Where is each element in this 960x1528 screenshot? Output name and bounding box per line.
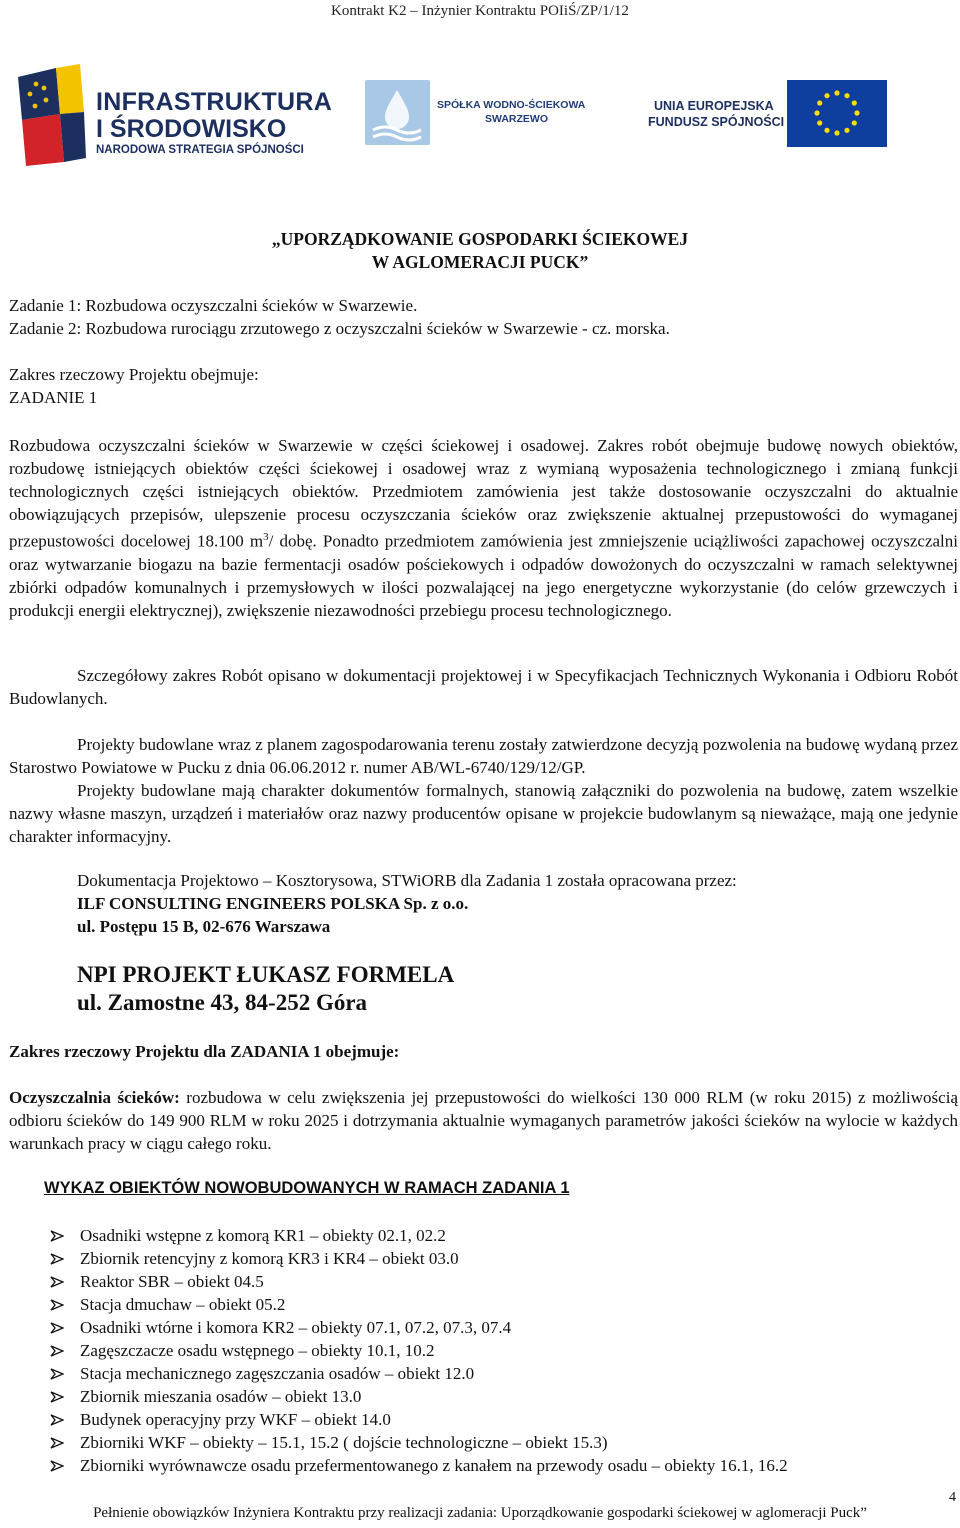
flag-logo-icon bbox=[8, 62, 88, 172]
oczyszczalnia-text: rozbudowa w celu zwiększenia jej przepustowości do wielkości 130 000 RLM (w roku 2015) z możliwością odbioru ścieków do 149 900 RLM w roku 2025 i dotrzymania aktualnie wymaganych parametrów jakości ścieków na wylocie w każdych warunkach pracy w ciągu całego roku. bbox=[9, 1088, 958, 1153]
scope-text-b: / dobę. Ponadto przedmiotem zamówienia jest zmniejszenie uciążliwości zapachowej oczyszczalni oraz wytwarzanie biogazu na bazie fermentacji osadów pościekowych i odpadów dowożonych do oczyszczalni w ramach selektywnej zbiórki odpadów komunalnych i przemysłowych w ilości pozwalającej na jego energetyczne wykorzystanie (do celów grzewczych i produkcji energii elektrycznej), zwiększenie niezawodności przebiegu procesu technologicznego. bbox=[9, 531, 958, 620]
list-item-text: Reaktor SBR – obiekt 04.5 bbox=[80, 1272, 264, 1291]
list-item-text: Zbiornik mieszania osadów – obiekt 13.0 bbox=[80, 1387, 362, 1406]
arrow-bullet-icon bbox=[50, 1230, 64, 1242]
list-item-text: Stacja mechanicznego zagęszczania osadów – obiekt 12.0 bbox=[80, 1364, 475, 1383]
spolka-logo bbox=[365, 80, 625, 150]
arrow-bullet-icon bbox=[50, 1253, 64, 1265]
list-item-text: Zbiornik retencyjny z komorą KR3 i KR4 – obiekt 03.0 bbox=[80, 1249, 459, 1268]
list-item-text: Zbiorniki WKF – obiekty – 15.1, 15.2 ( dojście technologiczne – obiekt 15.3) bbox=[80, 1433, 608, 1452]
logo-text-srodowisko: I ŚRODOWISKO bbox=[96, 115, 287, 143]
infrastruktura-logo bbox=[8, 62, 333, 172]
document-title bbox=[0, 228, 960, 274]
arrow-bullet-icon bbox=[50, 1322, 64, 1334]
scope-paragraph bbox=[9, 434, 958, 622]
cubic-superscript: 3 bbox=[263, 531, 269, 543]
logo-text-strategia: NARODOWA STRATEGIA SPÓJNOŚCI bbox=[96, 144, 304, 156]
arrow-bullet-icon bbox=[50, 1299, 64, 1311]
task-2: Zadanie 2: Rozbudowa rurociągu zrzutowego z oczyszczalni ścieków w Swarzewie - cz. morska. bbox=[9, 319, 670, 338]
oczyszczalnia-paragraph bbox=[9, 1086, 958, 1155]
logo-text-spolka: SPÓŁKA WODNO-ŚCIEKOWA bbox=[437, 99, 586, 111]
arrow-bullet-icon bbox=[50, 1368, 64, 1380]
arrow-bullet-icon bbox=[50, 1276, 64, 1288]
arrow-bullet-icon bbox=[50, 1414, 64, 1426]
eu-logo bbox=[648, 80, 893, 150]
address-1: ul. Postępu 15 B, 02-676 Warszawa bbox=[77, 917, 331, 936]
company-1: ILF CONSULTING ENGINEERS POLSKA Sp. z o.o. bbox=[77, 894, 469, 913]
list-item-text: Zbiorniki wyrównawcze osadu przefermentowanego z kanałem na przewody osadu – obiekty 16.1, 16.2 bbox=[80, 1456, 788, 1475]
arrow-bullet-icon bbox=[50, 1460, 64, 1472]
company-2: NPI PROJEKT ŁUKASZ FORMELA bbox=[77, 962, 455, 987]
task-1: Zadanie 1: Rozbudowa oczyszczalni ścieków w Swarzewie. bbox=[9, 296, 418, 315]
address-2: ul. Zamostne 43, 84-252 Góra bbox=[77, 990, 368, 1015]
list-item-text: Osadniki wstępne z komorą KR1 – obiekty 02.1, 02.2 bbox=[80, 1226, 446, 1245]
arrow-bullet-icon bbox=[50, 1391, 64, 1403]
eu-flag-icon bbox=[787, 80, 887, 147]
title-line-2: W AGLOMERACJI PUCK” bbox=[371, 252, 589, 272]
list-item-text: Budynek operacyjny przy WKF – obiekt 14.0 bbox=[80, 1410, 391, 1429]
list-item-text: Zagęszczacze osadu wstępnego – obiekty 10.1, 10.2 bbox=[80, 1341, 435, 1360]
logo-text-swarzewo: SWARZEWO bbox=[485, 113, 548, 125]
logo-text-fundusz: FUNDUSZ SPÓJNOŚCI bbox=[648, 115, 785, 129]
page-footer: Pełnienie obowiązków Inżyniera Kontraktu przy realizacji zadania: Uporządkowanie gospodarki ściekowej w aglomeracji Puck” bbox=[93, 1505, 867, 1521]
arrow-bullet-icon bbox=[50, 1345, 64, 1357]
water-drop-icon bbox=[365, 80, 430, 145]
running-header: Kontrakt K2 – Inżynier Kontraktu POIiŚ/ZP/1/12 bbox=[331, 3, 629, 19]
title-line-1: „UPORZĄDKOWANIE GOSPODARKI ŚCIEKOWEJ bbox=[271, 229, 689, 249]
scope-text-a: Rozbudowa oczyszczalni ścieków w Swarzewie w części ściekowej i osadowej. Zakres robót obejmuje budowę nowych obiektów, rozbudowę istniejących obiektów części ściekowej i osadowej wraz z wymianą wyposażenia technologicznego i zmianą funkcji technologicznych części istniejących obiektów. Przedmiotem zamówienia jest także dostosowanie oczyszczalni do aktualnie obowiązujących przepisów, ulepszenie procesu oczyszczania ścieków oraz zwiększenie aktualnej przepustowości do wymaganej przepustowości docelowej 18.100 m bbox=[9, 436, 958, 551]
list-item-text: Osadniki wtórne i komora KR2 – obiekty 07.1, 07.2, 07.3, 07.4 bbox=[80, 1318, 512, 1337]
scope-heading: Zakres rzeczowy Projektu obejmuje: bbox=[9, 365, 259, 384]
wykaz-heading: WYKAZ OBIEKTÓW NOWOBUDOWANYCH W RAMACH ZADANIA 1 bbox=[44, 1179, 570, 1197]
list-item-text: Stacja dmuchaw – obiekt 05.2 bbox=[80, 1295, 286, 1314]
scope2-heading: Zakres rzeczowy Projektu dla ZADANIA 1 obejmuje: bbox=[9, 1042, 400, 1061]
formal-docs-text: Projekty budowlane mają charakter dokumentów formalnych, stanowią załączniki do pozwolenia na budowę, zatem wszelkie nazwy własne maszyn, urządzeń i materiałów oraz nazwy producentów opisane w projekcie budowlanym są nieważące, mają one jedynie charakter informacyjny. bbox=[9, 781, 958, 846]
page-number: 4 bbox=[949, 1490, 956, 1505]
details-paragraph bbox=[9, 664, 958, 710]
logo-text-ue: UNIA EUROPEJSKA bbox=[654, 99, 774, 113]
logo-text-infrastruktura: INFRASTRUKTURA bbox=[96, 88, 333, 116]
permit-text: Projekty budowlane wraz z planem zagospodarowania terenu zostały zatwierdzone decyzją pozwolenia na budowę wydaną przez Starostwo Powiatowe w Pucku z dnia 06.06.2012 r. numer AB/WL-6740/129/12/GP. bbox=[9, 735, 958, 777]
arrow-bullet-icon bbox=[50, 1437, 64, 1449]
oczyszczalnia-label: Oczyszczalnia ścieków: bbox=[9, 1088, 180, 1107]
details-text: Szczegółowy zakres Robót opisano w dokumentacji projektowej i w Specyfikacjach Technicznych Wykonania i Odbioru Robót Budowlanych. bbox=[9, 666, 958, 708]
permit-paragraphs bbox=[9, 733, 958, 848]
documentation-intro: Dokumentacja Projektowo – Kosztorysowa, STWiORB dla Zadania 1 została opracowana przez: bbox=[77, 871, 737, 890]
zadanie-label: ZADANIE 1 bbox=[9, 388, 98, 407]
